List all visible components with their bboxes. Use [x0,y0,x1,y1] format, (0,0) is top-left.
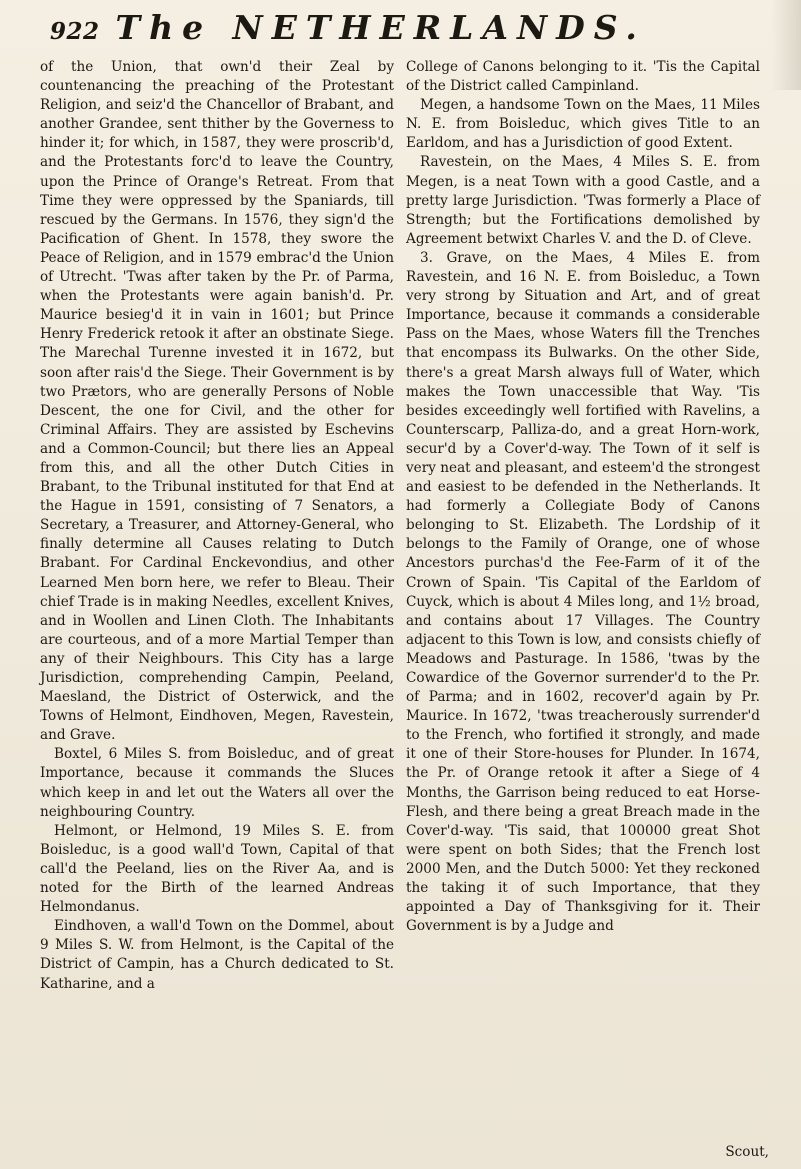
paragraph: Helmont, or Helmond, 19 Miles S. E. from Boisleduc, is a good wall'd Town, Capital of that call'd the Peeland, lies on the River Aa, and is noted for the Birth of the learned Andreas Helmondanus. [40,822,394,916]
paragraph: Eindhoven, a wall'd Town on the Dommel, about 9 Miles S. W. from Helmont, is the Capital of the District of Campin, has a Church dedicated to St. Katharine, and a [40,918,394,992]
page-edge-shadow [771,0,801,90]
left-column [40,58,394,994]
paragraph: Megen, a handsome Town on the Maes, 11 Miles N. E. from Boisleduc, which gives Title to an Earldom, and has a Jurisdiction of good Extent. [406,97,760,152]
paragraph: of the Union, that own'd their Zeal by countenancing the preaching of the Protestant Religion, and seiz'd the Chancellor of Brabant, and another Grandee, sent thither by the Governess to hinder it; for which, in 1587, they were proscrib'd, and the Protestants forc'd to leave the Country, upon the Prince of Orange's Retreat. From that Time they were oppressed by the Spaniards, till rescued by the Germans. In 1576, they sign'd the Pacification of Ghent. In 1578, they swore the Peace of Religion, and in 1579 embrac'd the Union of Utrecht. 'Twas after taken by the Pr. of Parma, when the Protestants were again banish'd. Pr. Maurice besieg'd it in vain in 1601; but Prince Henry Frederick retook it after an obstinate Siege. The Marechal Turenne invested it in 1672, but soon after rais'd the Siege. Their Government is by two Prætors, who are generally Persons of Noble Descent, the one for Civil, and the other for Criminal Affairs. They are assisted by Eschevins and a Common-Council; but there lies an Appeal from this, and all the other Dutch Cities in Brabant, to the Tribunal instituted for that End at the Hague in 1591, consisting of 7 Senators, a Secretary, a Treasurer, and Attorney-General, who finally determine all Causes relating to Dutch Brabant. For Cardinal Enckevondius, and other Learned Men born here, we refer to Bleau. Their chief Trade is in making Needles, excellent Knives, and in Woollen and Linen Cloth. The Inhabitants are courteous, and of a more Martial Temper than any of their Neighbours. This City has a large Jurisdiction, comprehending Campin, Peeland, Maesland, the District of Osterwick, and the Towns of Helmont, Eindhoven, Megen, Ravestein, and Grave. [40,59,394,744]
paragraph: Ravestein, on the Maes, 4 Miles S. E. from Megen, is a neat Town with a good Castle, and a pretty large Jurisdiction. 'Twas formerly a Place of Strength; but the Fortifications demolished by Agreement betwixt Charles V. and the D. of Cleve. [406,154,760,247]
page-number: 922 [50,18,100,45]
running-title: The NETHERLANDS. [115,8,646,47]
right-column [406,58,760,936]
paragraph: Boxtel, 6 Miles S. from Boisleduc, and of great Importance, because it commands the Sluces which keep in and let out the Waters all over the neighbouring Country. [40,746,394,820]
paragraph: College of Canons belonging to it. 'Tis the Capital of the District called Campinland. [406,59,760,95]
catchword: Scout, [725,1144,769,1160]
paragraph: 3. Grave, on the Maes, 4 Miles E. from Ravestein, and 16 N. E. from Boisleduc, a Town very strong by Situation and Art, and of great Importance, because it commands a considerable Pass on the Maes, whose Waters fill the Trenches that encompass its Bulwarks. On the other Side, there's a great Marsh always full of Water, which makes the Town unaccessible that Way. 'Tis besides exceedingly well fortified with Ravelins, a Counterscarp, Palliza-do, and a great Horn-work, secur'd by a Cover'd-way. The Town of it self is very neat and pleasant, and esteem'd the strongest and easiest to be defended in the Netherlands. It had formerly a Collegiate Body of Canons belonging to St. Elizabeth. The Lordship of it belongs to the Family of Orange, one of whose Ancestors purchas'd the Fee-Farm of it of the Crown of Spain. 'Tis Capital of the Earldom of Cuyck, which is about 4 Miles long, and 1½ broad, and contains about 17 Villages. The Country adjacent to this Town is low, and consists chiefly of Meadows and Pasturage. In 1586, 'twas by the Cowardice of the Governor surrender'd to the Pr. of Parma; and in 1602, recover'd again by Pr. Maurice. In 1672, 'twas treacherously surrender'd to the French, who fortified it strongly, and made it one of their Store-houses for Plunder. In 1674, the Pr. of Orange retook it after a Siege of 4 Months, the Garrison being reduced to eat Horse-Flesh, and there being a great Breach made in the Cover'd-way. 'Tis said, that 100000 great Shot were spent on both Sides; that the French lost 2000 Men, and the Dutch 5000: Yet they reckoned the taking it of such Importance, that they appointed a Day of Thanksgiving for it. Their Government is by a Judge and [406,249,760,935]
page-header [50,8,770,56]
